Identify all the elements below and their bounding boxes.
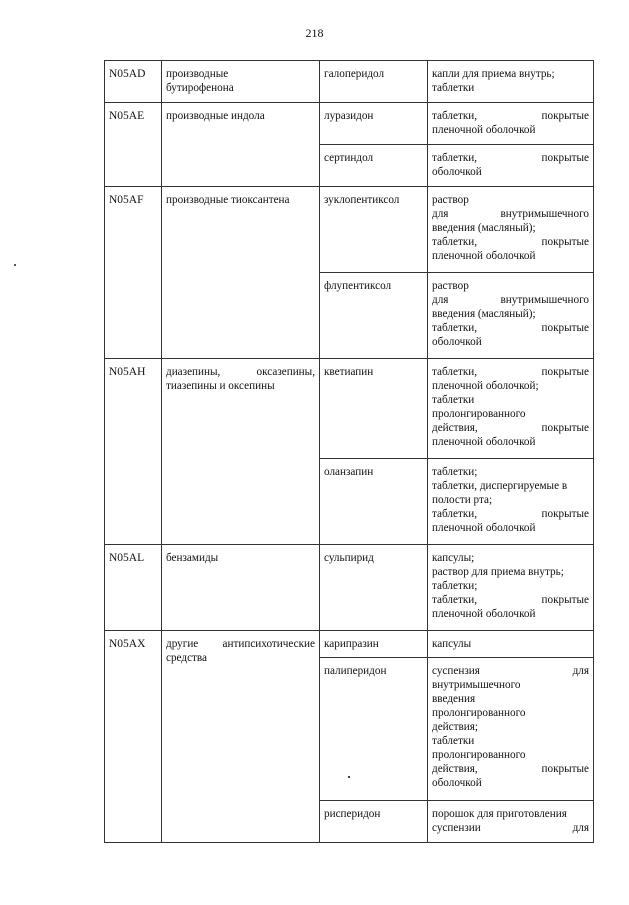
group-name: другие антипсихотические средства: [162, 631, 320, 843]
table-row: [105, 103, 594, 145]
drug-name: рисперидон: [320, 801, 428, 843]
group-name: производные индола: [162, 103, 320, 187]
page-number: 218: [305, 26, 324, 40]
table-row: [105, 631, 594, 658]
drug-name: сульпирид: [320, 545, 428, 631]
atc-code: N05AX: [105, 631, 162, 843]
drug-name: луразидон: [320, 103, 428, 145]
atc-code: N05AF: [105, 187, 162, 359]
drug-name: кветиапин: [320, 359, 428, 459]
dosage-forms: капсулы: [428, 631, 594, 658]
atc-code: N05AE: [105, 103, 162, 187]
dosage-forms: таблетки, покрытые пленочной оболочкой; таблетки пролонгированного действия, покрытые пленочной оболочкой: [428, 359, 594, 459]
dosage-forms: капли для приема внутрь; таблетки: [428, 61, 594, 103]
group-name: производные тиоксантена: [162, 187, 320, 359]
margin-mark: [14, 264, 16, 266]
drug-name: галоперидол: [320, 61, 428, 103]
drug-name: флупентиксол: [320, 273, 428, 359]
dosage-forms: порошок для приготовления суспензии для: [428, 801, 594, 843]
dosage-forms: таблетки, покрытые оболочкой: [428, 145, 594, 187]
table-row: [105, 187, 594, 273]
atc-code: N05AL: [105, 545, 162, 631]
drug-name: сертиндол: [320, 145, 428, 187]
dosage-forms: раствор для внутримышечного введения (масляный); таблетки, покрытые пленочной оболочкой: [428, 187, 594, 273]
drug-name: зуклопентиксол: [320, 187, 428, 273]
group-name: бензамиды: [162, 545, 320, 631]
table-row: [105, 359, 594, 459]
dosage-forms: таблетки; таблетки, диспергируемые в полости рта; таблетки, покрытые пленочной оболочкой: [428, 459, 594, 545]
dosage-forms: капсулы; раствор для приема внутрь; таблетки; таблетки, покрытые пленочной оболочкой: [428, 545, 594, 631]
table-row: [105, 545, 594, 631]
drug-table: [104, 60, 594, 843]
dosage-forms: суспензия для внутримышечного введения пролонгированного действия; таблетки пролонгированного действия, покрытые оболочкой: [428, 658, 594, 801]
group-name: производные бутирофенона: [162, 61, 320, 103]
atc-code: N05AD: [105, 61, 162, 103]
group-name: диазепины, оксазепины, тиазепины и оксепины: [162, 359, 320, 545]
drug-name: оланзапин: [320, 459, 428, 545]
table-row: [105, 61, 594, 103]
drug-name: карипразин: [320, 631, 428, 658]
drug-name: палиперидон: [320, 658, 428, 801]
dosage-forms: таблетки, покрытые пленочной оболочкой: [428, 103, 594, 145]
atc-code: N05AH: [105, 359, 162, 545]
dosage-forms: раствор для внутримышечного введения (масляный); таблетки, покрытые оболочкой: [428, 273, 594, 359]
